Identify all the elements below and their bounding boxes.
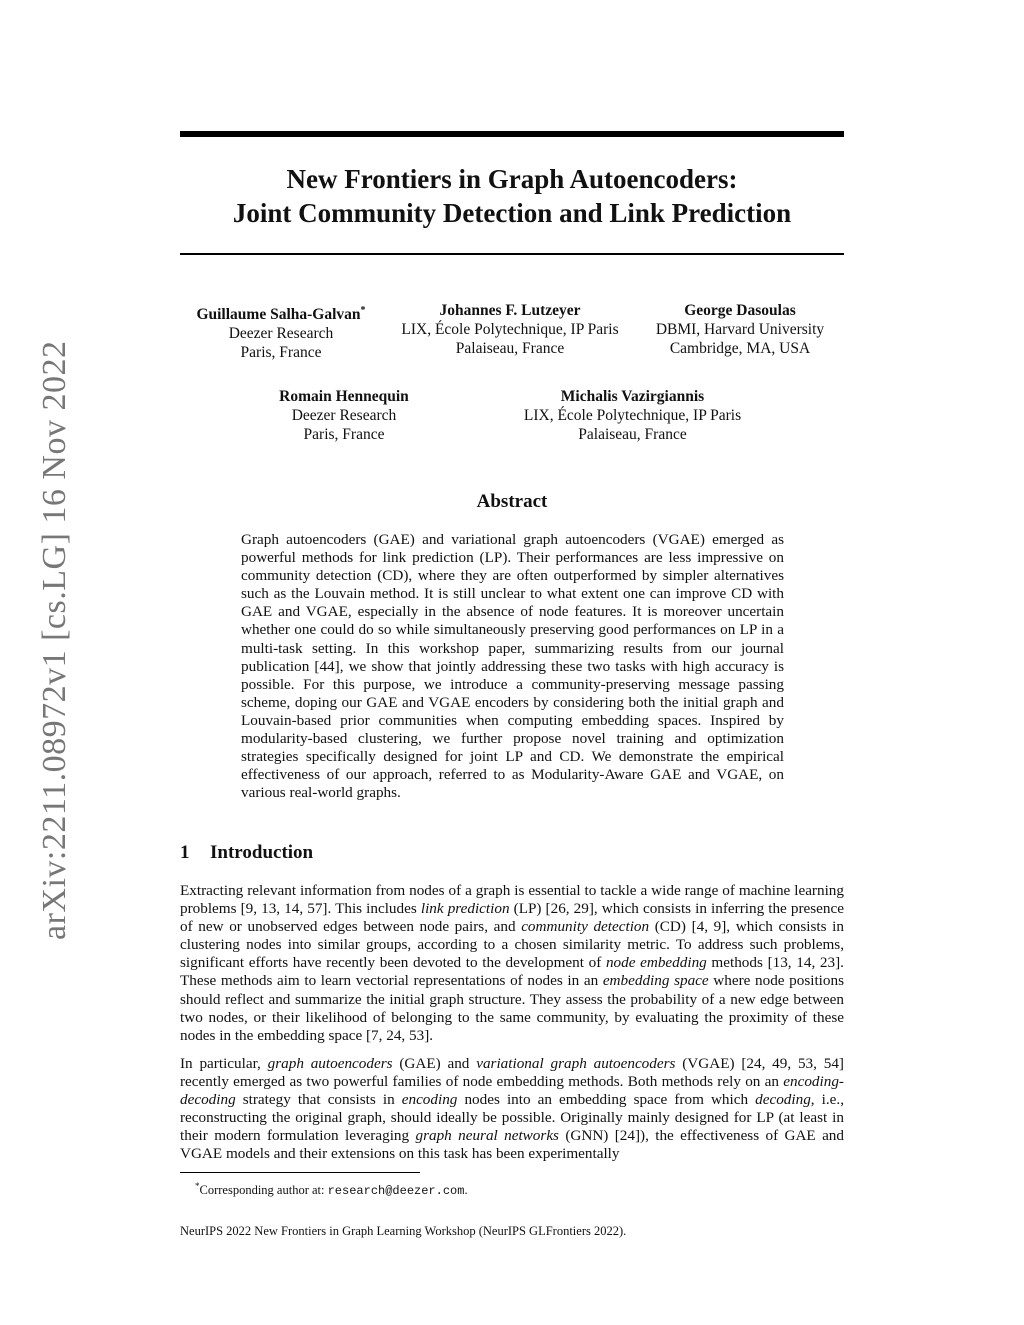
author-affiliation: DBMI, Harvard University — [655, 321, 825, 338]
author-location: Paris, France — [240, 344, 322, 362]
abstract-text: Graph autoencoders (GAE) and variational graph autoencoders (VGAE) emerged as powerful methods for link prediction (LP). Their performances are less impressive on community detection (CD), where they are often outperformed by simpler alternatives such as the Louvain method. It is still unclear to what extent one can improve CD with GAE and VGAE, especially in the absence of node features. It is moreover uncertain whether one could do so while simultaneously preserving good performances on LP in a multi-task setting. In this workshop paper, summarizing results from our journal publication [44], we show that jointly addressing these two tasks with high accuracy is possible. For this purpose, we introduce a community-preserving message passing scheme, doping our GAE and VGAE encoders by considering both the initial graph and Louvain-based prior communities when computing embedding spaces. Inspired by modularity-based clustering, we further propose novel training and optimization strategies specifically designed for joint LP and CD. We demonstrate the empirical effectiveness of our approach, referred to as Modularity-Aware GAE and VGAE, on various real-world graphs. — [241, 531, 784, 802]
emphasis: node embedding — [605, 954, 707, 972]
title-line-2: Joint Community Detection and Link Prediction — [232, 198, 792, 228]
text-run: (LP) [26, 29], which consists in inferring the presence of new or unobserved edges between node pairs, and — [180, 900, 844, 936]
corresponding-mark: * — [360, 305, 366, 316]
text-run: (GAE) and — [392, 1055, 477, 1072]
arxiv-sidebar-stamp: arXiv:2211.08972v1 [cs.LG] 16 Nov 2022 — [36, 340, 73, 940]
emphasis: variational graph autoencoders — [476, 1055, 676, 1072]
abstract-heading: Abstract — [476, 491, 548, 512]
title-top-rule — [180, 131, 844, 137]
text-run: nodes into an embedding space from which — [457, 1091, 756, 1109]
section-number: 1 — [180, 842, 190, 863]
emphasis: decoding — [755, 1091, 811, 1109]
footnote-text: Corresponding author at: — [199, 1183, 328, 1198]
text-run: strategy that consists in — [235, 1091, 402, 1109]
footnote-mark: * — [195, 1181, 200, 1191]
section-title: Introduction — [210, 842, 314, 863]
footnote-end: . — [464, 1183, 468, 1198]
text-run: , i.e., reconstructing the original graph, should ideally be possible. Originally mainly designed for LP (at least in their modern formulation leveraging — [180, 1091, 845, 1145]
author-location: Palaiseau, France — [578, 426, 687, 443]
emphasis: encoding — [401, 1091, 458, 1109]
emphasis: graph autoencoders — [267, 1055, 393, 1072]
author-name: Michalis Vazirgiannis — [560, 388, 705, 405]
author-affiliation: Deezer Research — [291, 407, 397, 424]
author-block — [181, 301, 381, 362]
author-location: Palaiseau, France — [455, 340, 565, 357]
author-name: George Dasoulas — [684, 302, 796, 319]
section-heading — [180, 842, 313, 864]
title-bottom-rule — [180, 253, 844, 255]
emphasis: link prediction — [420, 900, 510, 918]
author-block — [640, 301, 840, 358]
author-name: Johannes F. Lutzeyer — [439, 302, 581, 319]
author-name — [181, 301, 381, 324]
author-affiliation: Deezer Research — [228, 325, 334, 343]
intro-paragraph-2 — [180, 1055, 844, 1164]
text-run: where node positions should reflect and summarize the initial graph structure. They assess the probability of a new edge between two nodes, or their likelihood of belonging to the same community, by evaluating the proximity of these nodes in the embedding space [7, 24, 53]. — [180, 972, 844, 1044]
emphasis: embedding space — [602, 972, 709, 990]
author-name: Romain Hennequin — [279, 388, 409, 405]
footnote-email: research@deezer.com — [327, 1184, 465, 1199]
footnote-rule — [180, 1172, 420, 1173]
emphasis: community detection — [521, 918, 650, 936]
venue-footer: NeurIPS 2022 New Frontiers in Graph Learning Workshop (NeurIPS GLFrontiers 2022). — [180, 1224, 627, 1238]
author-location: Paris, France — [303, 426, 385, 443]
title-line-1: New Frontiers in Graph Autoencoders: — [286, 164, 738, 194]
emphasis: encoding-decoding — [180, 1073, 844, 1109]
author-block — [244, 387, 444, 444]
author-affiliation: LIX, École Polytechnique, IP Paris — [401, 321, 619, 338]
author-affiliation: LIX, École Polytechnique, IP Paris — [523, 407, 742, 424]
emphasis: graph neural networks — [415, 1127, 559, 1145]
text-run: (GNN) [24]), the effectiveness of GAE and VGAE models and their extensions on this task has been experimentally — [180, 1127, 844, 1163]
text-run: (VGAE) [24, 49, 53, 54] recently emerged as two powerful families of node embedding methods. Both methods rely on an — [180, 1055, 844, 1091]
text-run: Extracting relevant information from nodes of a graph is essential to tackle a wide range of machine learning problems [9, 13, 14, 57]. This includes — [180, 882, 844, 918]
author-block — [385, 301, 635, 358]
author-name-text: Guillaume Salha-Galvan — [196, 306, 361, 324]
author-block — [505, 387, 760, 444]
paper-title — [180, 162, 844, 230]
text-run: methods [13, 14, 23]. These methods aim to learn vectorial representations of nodes in an — [180, 954, 844, 990]
text-run: In particular, — [180, 1055, 268, 1072]
author-location: Cambridge, MA, USA — [669, 340, 811, 357]
text-run: (CD) [4, 9], which consists in clustering nodes into similar groups, according to a chosen similarity metric. To address such problems, significant efforts have recently been devoted to the development of — [180, 918, 845, 972]
intro-paragraph-1 — [180, 882, 844, 1045]
footnote — [195, 1178, 468, 1199]
